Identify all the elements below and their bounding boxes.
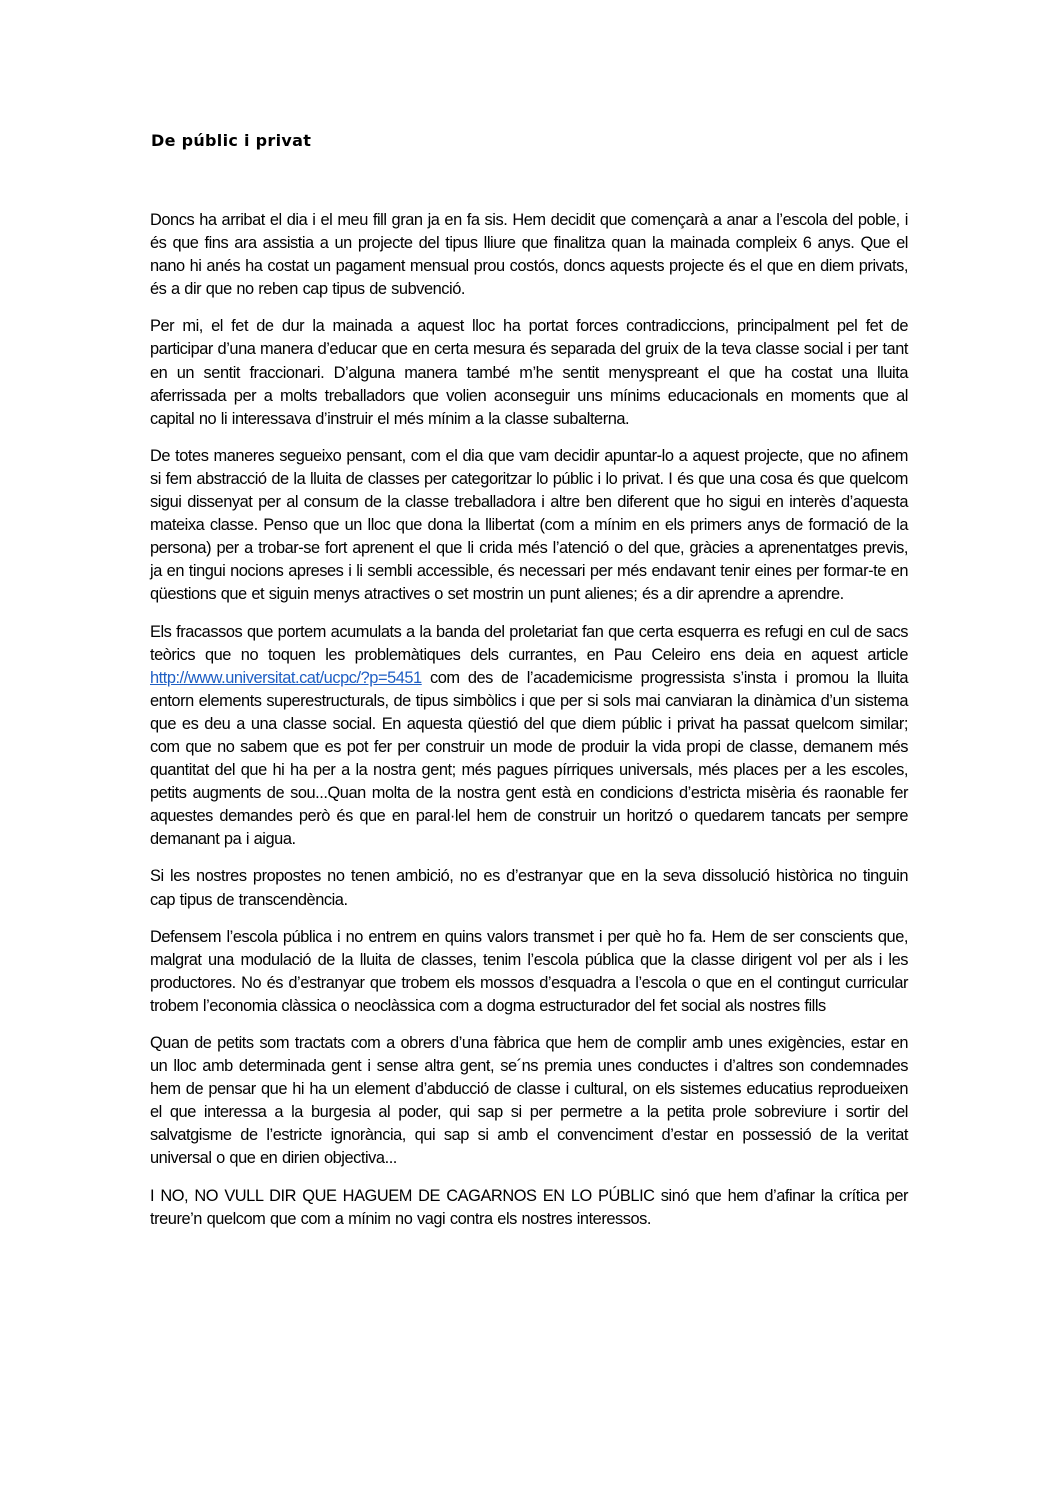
paragraph-3: De totes maneres segueixo pensant, com el dia que vam decidir apuntar-lo a aquest projecte, que no afinem si fem abstracció de la lluita de classes per categoritzar lo públic i lo privat. I és que una cosa és que quelcom sigui dissenyat per al consum de la classe treballadora i altre ben diferent que ho sigui en interès d’aquesta mateixa classe. Penso que un lloc que dona la llibertat (com a mínim en els primers anys de formació de la persona) per a trobar-se fort aprenent el que li crida més l’atenció o del que, gràcies a aprenentatges previs, ja en tingui nocions apreses i li sembli accessible, és necessari per més endavant tenir eines per formar-te en qüestions que et siguin menys atractives o set mostrin un punt alienes; és a dir aprendre a aprendre. bbox=[150, 446, 908, 604]
article-body bbox=[150, 209, 908, 1245]
paragraph-2: Per mi, el fet de dur la mainada a aquest lloc ha portat forces contradiccions, principalment pel fet de participar d’una manera d’educar que en certa mesura és separada del gruix de la teva classe social i per tant en un sentit fraccionari. D’alguna manera també m’he sentit menyspreant el que ha costat una lluita aferrissada per a molts treballadors que volien aconseguir uns mínims educacionals en moments que al capital no li interessava d’instruir el més mínim a la classe subalterna. bbox=[150, 317, 908, 428]
paragraph-8: I NO, NO VULL DIR QUE HAGUEM DE CAGARNOS EN LO PÚBLIC sinó que hem d’afinar la crítica per treure’n quelcom que com a mínim no vagi contra els nostres interessos. bbox=[150, 1186, 908, 1228]
paragraph-4 bbox=[150, 621, 908, 852]
paragraph-7: Quan de petits som tractats com a obrers d’una fàbrica que hem de complir amb unes exigències, estar en un lloc amb determinada gent i sense altra gent, se´ns premia unes conductes i d’altres son condemnades hem de pensar que hi ha un element d’abducció de classe i cultural, on els sistemes educatius reprodueixen el que interessa a la burgesia al poder, qui sap si per permetre a la petita prole sobreviure i sortir del salvatgisme de l’estricte ignorància, qui sap si amb el convenciment d’estar en possessió de la veritat universal o que en dirien objectiva... bbox=[150, 1034, 908, 1168]
page-title: De públic i privat bbox=[151, 131, 312, 150]
article-link[interactable]: http://www.universitat.cat/ucpc/?p=5451 bbox=[150, 668, 422, 687]
paragraph-4-text-before-link: Els fracassos que portem acumulats a la banda del proletariat fan que certa esquerra es refugi en cul de sacs teòrics que no toquen les problemàtiques dels currantes, en Pau Celeiro ens deia en aquest article bbox=[150, 622, 908, 664]
paragraph-1: Doncs ha arribat el dia i el meu fill gran ja en fa sis. Hem decidit que començarà a anar a l’escola del poble, i és que fins ara assistia a un projecte del tipus lliure que finalitza quan la mainada compleix 6 anys. Que el nano hi anés ha costat un pagament mensual prou costós, doncs aquests projecte és el que en diem privats, és a dir que no reben cap tipus de subvenció. bbox=[150, 211, 908, 299]
paragraph-4-text-after-link: com des de l’academicisme progressista s’insta i promou la lluita entorn elements superestructurals, de tipus simbòlics i que per si sols mai canviaran la dinàmica d’un sistema que es deu a una classe social. En aquesta qüestió del que diem públic i privat ha passat quelcom similar; com que no sabem que es pot fer per construir un mode de produir la vida propi de classe, demanem més quantitat del que hi ha per a la nostra gent; més pagues pírriques universals, més places per a les escoles, petits augments de sou...Quan molta de la nostra gent està en condicions d’estricta misèria és raonable fer aquestes demandes però és que en paral·lel hem de construir un horitzó o quedarem tancats per sempre demanant pa i aigua. bbox=[150, 668, 908, 849]
paragraph-5: Si les nostres propostes no tenen ambició, no es d’estranyar que en la seva dissolució històrica no tinguin cap tipus de transcendència. bbox=[150, 867, 908, 909]
paragraph-6: Defensem l’escola pública i no entrem en quins valors transmet i per què ho fa. Hem de ser conscients que, malgrat una modulació de la lluita de classes, tenim l’escola pública que la classe dirigent vol per als i les productores. No és d’estranyar que trobem els mossos d’esquadra a l’escola o que en el contingut curricular trobem l’economia clàssica o neoclàssica com a dogma estructurador del fet social als nostres fills bbox=[150, 927, 908, 1015]
